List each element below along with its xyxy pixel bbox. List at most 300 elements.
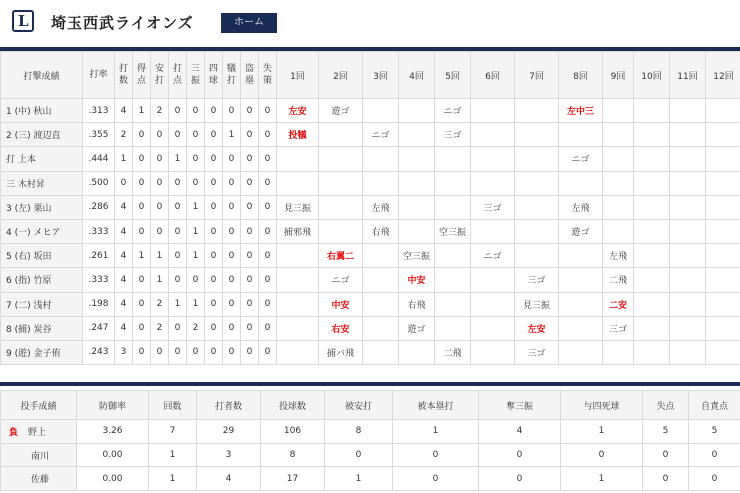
- pitching-stat: 0: [561, 443, 643, 467]
- inning-result: [670, 244, 706, 268]
- batting-stat: 0: [223, 244, 241, 268]
- batting-stat: 4: [115, 292, 133, 316]
- pitching-stat: 4: [479, 420, 561, 444]
- batting-col-header: 10回: [634, 52, 670, 99]
- inning-result: [670, 99, 706, 123]
- batting-stat: 0: [223, 292, 241, 316]
- pitching-col-header: 防御率: [77, 391, 149, 420]
- inning-result: [435, 195, 471, 219]
- inning-result: 左飛: [603, 244, 634, 268]
- batting-stat: 0: [241, 171, 259, 195]
- batting-stat: 0: [223, 171, 241, 195]
- inning-result: 捕バ飛: [319, 340, 363, 364]
- inning-result: [670, 219, 706, 243]
- batting-average: .333: [83, 268, 115, 292]
- pitching-stat: 29: [197, 420, 261, 444]
- inning-result: [435, 292, 471, 316]
- inning-result: [471, 99, 515, 123]
- batting-row: [1, 268, 740, 292]
- inning-result: 二飛: [435, 340, 471, 364]
- inning-result: [399, 195, 435, 219]
- inning-result: [363, 292, 399, 316]
- batting-stat: 0: [241, 99, 259, 123]
- batting-stat: 4: [115, 316, 133, 340]
- inning-result: [603, 219, 634, 243]
- pitcher-name: 佐藤: [31, 475, 50, 486]
- pitching-stat: 8: [261, 443, 325, 467]
- inning-result: 三ゴ: [515, 340, 559, 364]
- inning-result: ニゴ: [471, 244, 515, 268]
- inning-result: [277, 268, 319, 292]
- inning-result: [559, 292, 603, 316]
- inning-result: [319, 123, 363, 147]
- batting-stat: 0: [259, 268, 277, 292]
- batting-average: .198: [83, 292, 115, 316]
- batting-stat: 0: [115, 171, 133, 195]
- batting-stat: 0: [259, 171, 277, 195]
- pitcher-cell: [1, 443, 77, 467]
- player-name: 打 上本: [1, 147, 83, 171]
- inning-result: 投犠: [277, 123, 319, 147]
- batting-stat: 0: [241, 147, 259, 171]
- inning-result: [670, 171, 706, 195]
- batting-stat: 0: [169, 340, 187, 364]
- batting-col-header: 6回: [471, 52, 515, 99]
- batting-row: [1, 99, 740, 123]
- inning-result: [634, 99, 670, 123]
- inning-result: [435, 244, 471, 268]
- batting-stat: 0: [133, 292, 151, 316]
- pitching-col-header: 被安打: [325, 391, 393, 420]
- batting-stat: 1: [223, 123, 241, 147]
- batting-stat: 0: [241, 292, 259, 316]
- batting-col-header: 犠打: [223, 52, 241, 99]
- batting-stat: 0: [133, 147, 151, 171]
- inning-result: [634, 195, 670, 219]
- batting-stat: 0: [205, 99, 223, 123]
- player-name: 1 (中) 秋山: [1, 99, 83, 123]
- inning-result: 二安: [603, 292, 634, 316]
- pitcher-cell: [1, 420, 77, 444]
- inning-result: 中安: [319, 292, 363, 316]
- batting-stat: 0: [223, 316, 241, 340]
- batting-stat: 0: [151, 171, 169, 195]
- batting-stat: 0: [259, 99, 277, 123]
- batting-stat: 0: [223, 219, 241, 243]
- inning-result: [670, 340, 706, 364]
- inning-result: [435, 268, 471, 292]
- batting-stat: 0: [205, 340, 223, 364]
- inning-result: 右飛: [399, 292, 435, 316]
- inning-result: [399, 340, 435, 364]
- pitcher-cell: [1, 467, 77, 491]
- batting-stat: 0: [151, 340, 169, 364]
- inning-result: [471, 292, 515, 316]
- pitching-stat: 1: [149, 443, 197, 467]
- batting-stat: 0: [169, 195, 187, 219]
- inning-result: 見三振: [515, 292, 559, 316]
- inning-result: [634, 244, 670, 268]
- pitching-stat: 3.26: [77, 420, 149, 444]
- batting-stat: 0: [241, 268, 259, 292]
- batting-stat: 0: [205, 195, 223, 219]
- player-name: 7 (二) 浅村: [1, 292, 83, 316]
- inning-result: [319, 147, 363, 171]
- batting-stat: 0: [133, 340, 151, 364]
- batting-stat: 1: [133, 99, 151, 123]
- batting-average: .355: [83, 123, 115, 147]
- inning-result: [603, 171, 634, 195]
- batting-stat: 1: [133, 244, 151, 268]
- batting-stat: 2: [115, 123, 133, 147]
- batting-stat: 2: [151, 316, 169, 340]
- batting-stat: 0: [259, 147, 277, 171]
- inning-result: [363, 99, 399, 123]
- inning-result: [670, 292, 706, 316]
- batting-stat: 0: [187, 171, 205, 195]
- inning-result: [515, 123, 559, 147]
- pitching-stat: 0: [643, 467, 689, 491]
- pitching-col-header: 与四死球: [561, 391, 643, 420]
- inning-result: ニゴ: [435, 99, 471, 123]
- batting-stat: 0: [133, 171, 151, 195]
- inning-result: [399, 147, 435, 171]
- inning-result: [399, 171, 435, 195]
- batting-stat: 0: [223, 99, 241, 123]
- batting-stat: 0: [205, 244, 223, 268]
- inning-result: [670, 123, 706, 147]
- inning-result: 空三振: [435, 219, 471, 243]
- pitching-col-header: 失点: [643, 391, 689, 420]
- batting-stat: 0: [259, 292, 277, 316]
- pitching-stat: 106: [261, 420, 325, 444]
- pitching-col-header: 奪三振: [479, 391, 561, 420]
- batting-row: [1, 123, 740, 147]
- inning-result: [634, 171, 670, 195]
- batting-row: [1, 195, 740, 219]
- batting-stat: 0: [205, 147, 223, 171]
- inning-result: 空三振: [399, 244, 435, 268]
- inning-result: ニゴ: [319, 268, 363, 292]
- batting-stat: 0: [241, 219, 259, 243]
- batting-col-header: 盗塁: [241, 52, 259, 99]
- pitching-col-header: 被本塁打: [393, 391, 479, 420]
- pitching-stat: 0.00: [77, 443, 149, 467]
- inning-result: [559, 171, 603, 195]
- inning-result: [471, 123, 515, 147]
- pitching-stat: 0: [393, 467, 479, 491]
- inning-result: 左飛: [559, 195, 603, 219]
- pitching-stat: 4: [197, 467, 261, 491]
- inning-result: [706, 171, 740, 195]
- player-name: 4 (一) メヒア: [1, 219, 83, 243]
- batting-stat: 0: [259, 316, 277, 340]
- inning-result: [634, 340, 670, 364]
- inning-result: [471, 171, 515, 195]
- pitching-stat: 0: [689, 467, 740, 491]
- inning-result: [670, 316, 706, 340]
- batting-stat: 0: [241, 340, 259, 364]
- team-name: 埼玉西武ライオンズ: [51, 14, 194, 32]
- batting-stat: 0: [187, 147, 205, 171]
- batting-col-header: 3回: [363, 52, 399, 99]
- inning-result: [471, 340, 515, 364]
- batting-stat: 0: [187, 99, 205, 123]
- batting-col-header: 9回: [603, 52, 634, 99]
- inning-result: [634, 292, 670, 316]
- batting-table: [0, 51, 740, 365]
- inning-result: [435, 171, 471, 195]
- pitching-stat: 1: [561, 467, 643, 491]
- batting-stat: 0: [133, 316, 151, 340]
- player-name: 2 (三) 渡辺直: [1, 123, 83, 147]
- batting-stat: 0: [205, 123, 223, 147]
- batting-stat: 0: [241, 195, 259, 219]
- batting-stat: 0: [205, 219, 223, 243]
- batting-col-header: 7回: [515, 52, 559, 99]
- inning-result: [706, 123, 740, 147]
- batting-stat: 0: [223, 268, 241, 292]
- inning-result: 三ゴ: [603, 316, 634, 340]
- pitching-col-header: 投手成績: [1, 391, 77, 420]
- batting-stat: 0: [169, 316, 187, 340]
- inning-result: [706, 219, 740, 243]
- inning-result: 左中三: [559, 99, 603, 123]
- inning-result: [277, 147, 319, 171]
- batting-average: .286: [83, 195, 115, 219]
- inning-result: [399, 99, 435, 123]
- player-name: 三 木村昇: [1, 171, 83, 195]
- batting-row: [1, 340, 740, 364]
- inning-result: [363, 268, 399, 292]
- inning-result: [706, 99, 740, 123]
- batting-stat: 0: [169, 171, 187, 195]
- inning-result: 左安: [277, 99, 319, 123]
- pitching-stat: 17: [261, 467, 325, 491]
- batting-stat: 0: [259, 123, 277, 147]
- batting-stat: 0: [133, 195, 151, 219]
- pitching-row: [1, 420, 740, 444]
- batting-stat: 0: [241, 123, 259, 147]
- pitching-stat: 8: [325, 420, 393, 444]
- pitching-stat: 0: [325, 443, 393, 467]
- batting-stat: 0: [259, 195, 277, 219]
- pitcher-name: 南川: [31, 451, 50, 462]
- batting-average: .261: [83, 244, 115, 268]
- batting-col-header: 1回: [277, 52, 319, 99]
- batting-stat: 0: [169, 268, 187, 292]
- player-name: 9 (遊) 金子侑: [1, 340, 83, 364]
- inning-result: [603, 340, 634, 364]
- pitching-stat: 1: [325, 467, 393, 491]
- inning-result: [706, 268, 740, 292]
- batting-col-header: 安打: [151, 52, 169, 99]
- batting-col-header: 8回: [559, 52, 603, 99]
- pitching-row: [1, 467, 740, 491]
- batting-stat: 0: [241, 316, 259, 340]
- inning-result: [706, 195, 740, 219]
- batting-stat: 2: [187, 316, 205, 340]
- inning-result: 右翼二: [319, 244, 363, 268]
- batting-stat: 1: [169, 147, 187, 171]
- inning-result: [319, 195, 363, 219]
- inning-result: 捕邪飛: [277, 219, 319, 243]
- batting-col-header: 12回: [706, 52, 740, 99]
- pitching-col-header: 打者数: [197, 391, 261, 420]
- batting-stat: 0: [223, 195, 241, 219]
- batting-stat: 1: [187, 244, 205, 268]
- batting-stat: 0: [223, 340, 241, 364]
- inning-result: [399, 219, 435, 243]
- pitching-row: [1, 443, 740, 467]
- batting-stat: 1: [169, 292, 187, 316]
- inning-result: 三ゴ: [515, 268, 559, 292]
- batting-stat: 1: [187, 195, 205, 219]
- batting-col-header: 2回: [319, 52, 363, 99]
- inning-result: [515, 99, 559, 123]
- inning-result: [363, 340, 399, 364]
- inning-result: [603, 195, 634, 219]
- batting-average: .500: [83, 171, 115, 195]
- batting-stat: 1: [151, 244, 169, 268]
- batting-col-header: 11回: [670, 52, 706, 99]
- batting-average: .313: [83, 99, 115, 123]
- player-name: 3 (左) 栗山: [1, 195, 83, 219]
- inning-result: [634, 147, 670, 171]
- batting-stat: 0: [205, 292, 223, 316]
- pitching-stat: 5: [643, 420, 689, 444]
- player-name: 6 (指) 竹原: [1, 268, 83, 292]
- batting-stat: 2: [151, 99, 169, 123]
- batting-row: [1, 316, 740, 340]
- inning-result: [277, 292, 319, 316]
- batting-average: .247: [83, 316, 115, 340]
- inning-result: [706, 292, 740, 316]
- inning-result: [634, 219, 670, 243]
- page-header: [0, 0, 740, 44]
- inning-result: 左安: [515, 316, 559, 340]
- inning-result: [670, 195, 706, 219]
- batting-stat: 0: [187, 268, 205, 292]
- inning-result: [706, 340, 740, 364]
- batting-stat: 4: [115, 219, 133, 243]
- inning-result: [363, 147, 399, 171]
- batting-stat: 0: [133, 219, 151, 243]
- batting-col-header: 三振: [187, 52, 205, 99]
- inning-result: [277, 316, 319, 340]
- inning-result: [634, 268, 670, 292]
- inning-result: [670, 268, 706, 292]
- batting-stat: 4: [115, 268, 133, 292]
- batting-stat: 0: [187, 340, 205, 364]
- batting-col-header: 5回: [435, 52, 471, 99]
- batting-stat: 0: [133, 268, 151, 292]
- pitching-stat: 0: [479, 443, 561, 467]
- batting-stat: 1: [151, 268, 169, 292]
- inning-result: [559, 340, 603, 364]
- pitching-stat: 0: [479, 467, 561, 491]
- inning-result: [363, 171, 399, 195]
- batting-stat: 0: [151, 123, 169, 147]
- inning-result: [706, 316, 740, 340]
- batting-stat: 0: [169, 99, 187, 123]
- pitcher-name: 野上: [28, 427, 47, 438]
- batting-stat: 4: [115, 99, 133, 123]
- batting-average: .243: [83, 340, 115, 364]
- inning-result: 遊ゴ: [399, 316, 435, 340]
- batting-stat: 0: [223, 147, 241, 171]
- pitching-divider: [0, 382, 740, 386]
- inning-result: ニゴ: [363, 123, 399, 147]
- batting-row: [1, 244, 740, 268]
- inning-result: [603, 123, 634, 147]
- batting-stat: 0: [205, 268, 223, 292]
- inning-result: 三ゴ: [435, 123, 471, 147]
- inning-result: [603, 147, 634, 171]
- batting-stat: 0: [169, 219, 187, 243]
- inning-result: [515, 195, 559, 219]
- pitching-stat: 0: [393, 443, 479, 467]
- pitching-stat: 0: [643, 443, 689, 467]
- player-name: 8 (捕) 炭谷: [1, 316, 83, 340]
- inning-result: [277, 171, 319, 195]
- result-badge: 負: [9, 427, 19, 438]
- inning-result: [634, 123, 670, 147]
- batting-stat: 0: [151, 147, 169, 171]
- inning-result: [363, 244, 399, 268]
- inning-result: [435, 316, 471, 340]
- batting-stat: 4: [115, 195, 133, 219]
- inning-result: 遊ゴ: [559, 219, 603, 243]
- batting-stat: 3: [115, 340, 133, 364]
- batting-stat: 0: [151, 219, 169, 243]
- inning-result: [634, 316, 670, 340]
- player-name: 5 (右) 坂田: [1, 244, 83, 268]
- batting-stat: 0: [259, 244, 277, 268]
- batting-stat: 0: [187, 123, 205, 147]
- pitching-stat: 7: [149, 420, 197, 444]
- batting-stat: 0: [169, 244, 187, 268]
- batting-average: .333: [83, 219, 115, 243]
- inning-result: [399, 123, 435, 147]
- inning-result: [559, 244, 603, 268]
- pitching-stat: 1: [393, 420, 479, 444]
- inning-result: 右安: [319, 316, 363, 340]
- inning-result: 左飛: [363, 195, 399, 219]
- inning-result: [435, 147, 471, 171]
- inning-result: [706, 244, 740, 268]
- batting-stat: 4: [115, 244, 133, 268]
- pitching-stat: 3: [197, 443, 261, 467]
- inning-result: 右飛: [363, 219, 399, 243]
- pitching-stat: 1: [149, 467, 197, 491]
- inning-result: 中安: [399, 268, 435, 292]
- inning-result: [670, 147, 706, 171]
- inning-result: [706, 147, 740, 171]
- team-logo: L: [12, 10, 34, 32]
- batting-row: [1, 147, 740, 171]
- batting-col-header: 打撃成績: [1, 52, 83, 99]
- inning-result: [319, 171, 363, 195]
- inning-result: [471, 147, 515, 171]
- batting-stat: 0: [241, 244, 259, 268]
- batting-row: [1, 292, 740, 316]
- inning-result: [471, 316, 515, 340]
- batting-stat: 0: [205, 171, 223, 195]
- batting-stat: 0: [259, 219, 277, 243]
- batting-stat: 1: [187, 219, 205, 243]
- pitching-stat: 5: [689, 420, 740, 444]
